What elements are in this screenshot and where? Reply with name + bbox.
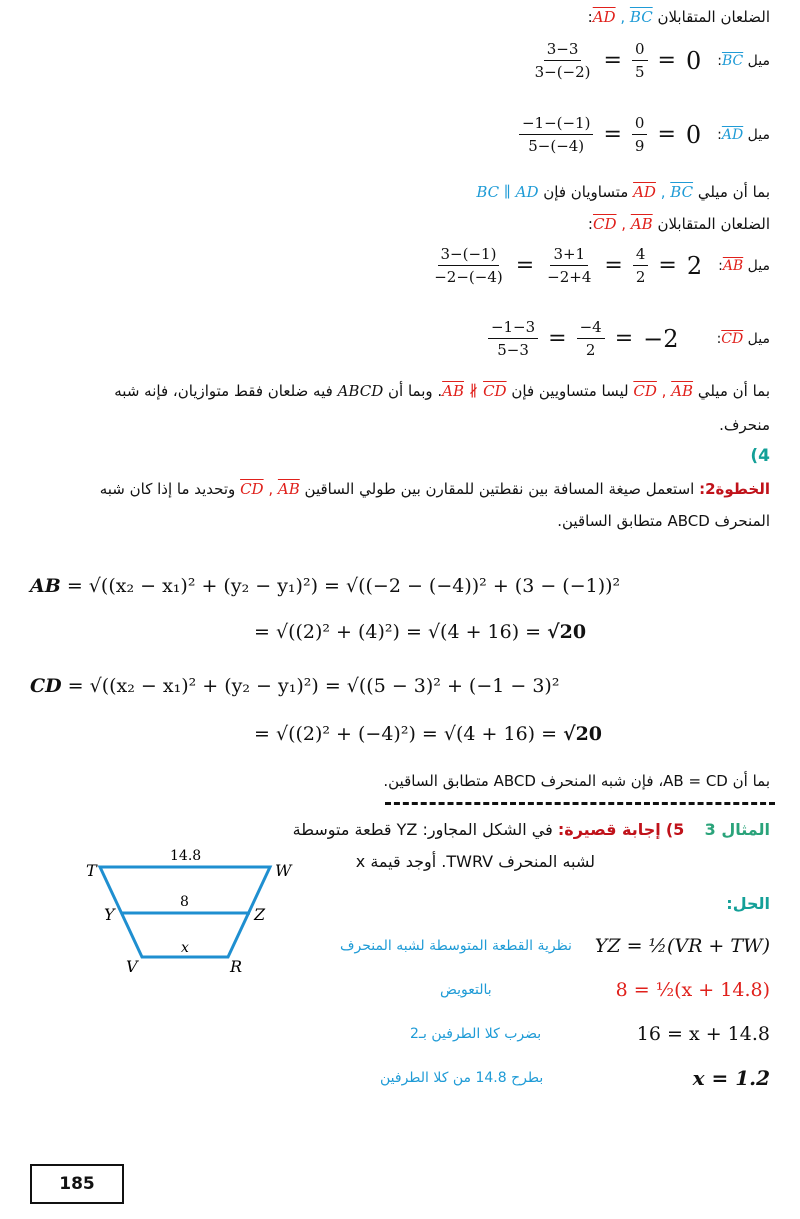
isosceles-conclusion: بما أن AB = CD، فإن شبه المنحرف ABCD متطابق الساقين. xyxy=(383,772,770,790)
example-title: المثال 3 xyxy=(704,820,770,839)
step2-line2: المنحرف ABCD متطابق الساقين. xyxy=(557,512,770,530)
dashed-divider xyxy=(385,802,775,805)
label-t: T xyxy=(86,861,97,880)
label-z: Z xyxy=(254,905,266,924)
step2-line1: الخطوة2: استعمل صيغة المسافة بين نقطتين للمقارن بين طولي الساقين CD , AB وتحديد ما إذا كان شبه xyxy=(99,480,770,498)
seg-ad: AD xyxy=(592,8,616,26)
slope-ad-label: ميل AD: xyxy=(717,126,770,143)
item-number-4: (4 xyxy=(750,446,770,466)
step-row: بالتعويض 8 = ½(x + 14.8) xyxy=(440,979,770,1001)
example-header: المثال 3 5) إجابة قصيرة: في الشكل المجاور: YZ قطعة متوسطة xyxy=(292,820,770,839)
conclusion-line2: منحرف. xyxy=(719,416,770,434)
example-text2: لشبه المنحرف TWRV. أوجد قيمة x xyxy=(355,852,595,871)
page-number: 185 xyxy=(30,1164,124,1204)
step-row: بطرح 14.8 من كلا الطرفين x = 1.2 xyxy=(380,1066,770,1090)
heading-bc-ad xyxy=(588,8,770,26)
cd-distance-line1: CD = √((x₂ − x₁)² + (y₂ − y₁)²) = √((5 − 3)² + (−1 − 3)² xyxy=(30,675,560,697)
slope-ab-result: 2 xyxy=(686,251,703,280)
parallel-result: BC ∥ AD xyxy=(476,183,539,201)
frac-bc-simplified: $\frac{0}{5}$ xyxy=(632,40,648,81)
example-type: إجابة قصيرة: xyxy=(557,820,661,839)
slope-ab-label: ميل AB: xyxy=(718,257,770,274)
colon: : xyxy=(587,8,593,26)
slope-cd-row xyxy=(488,318,770,359)
frac-ad: $\frac{-1-(-1)}{5-(-4)}$ xyxy=(519,114,594,155)
seg-bc: BC xyxy=(629,8,653,26)
slope-bc-label: ميل BC: xyxy=(717,52,770,69)
slope-cd-label: ميل CD: xyxy=(716,330,770,347)
heading-text: الضلعان المتقابلان xyxy=(657,8,770,26)
slope-bc-result: 0 xyxy=(685,46,702,75)
slope-ad-result: 0 xyxy=(685,120,702,149)
label-r: R xyxy=(230,957,243,976)
label-bottom-x: x xyxy=(181,940,189,956)
slope-ad-row xyxy=(519,114,770,155)
slope-bc-row xyxy=(532,40,770,81)
comma: , xyxy=(615,8,630,26)
label-v: V xyxy=(126,957,138,976)
solution-label: الحل: xyxy=(726,894,770,913)
slope-ad-eq: $\frac{-1-(-1)}{5-(-4)}$ = $\frac{0}{9}$ = 0 xyxy=(519,114,701,155)
slope-cd-result: −2 xyxy=(643,324,679,353)
conclusion-line1: بما أن ميلي CD , AB ليسا متساويين فإن $\overline{AB}$ ∦ $\overline{CD}$. وبما أن ABCD فيه ضلعان فقط متوازيان، فإنه شبه xyxy=(114,382,770,400)
cd-distance-line2: = √((2)² + (−4)²) = √(4 + 16) = √20 xyxy=(254,723,603,745)
slope-ab-row xyxy=(431,245,770,286)
label-top-length: 14.8 xyxy=(170,848,202,864)
label-w: W xyxy=(275,861,292,880)
step-row: نظرية القطعة المتوسطة لشبه المنحرف YZ = ½(VR + TW) xyxy=(340,935,770,957)
ab-distance-line2: = √((2)² + (4)²) = √(4 + 16) = √20 xyxy=(254,621,587,643)
frac-ad-simplified: $\frac{0}{9}$ xyxy=(632,114,648,155)
label-mid-length: 8 xyxy=(180,894,189,910)
step2-head: الخطوة2: xyxy=(699,480,770,498)
solution-steps xyxy=(340,924,770,1100)
parallel-statement: بما أن ميلي AD , BC متساويان فإن BC ∥ AD xyxy=(476,183,770,201)
slope-cd-eq: $\frac{-1-3}{5-3}$ = $\frac{-4}{2}$ = −2 xyxy=(488,318,679,359)
slope-ab-eq: $\frac{3-(-1)}{-2-(-4)}$ = $\frac{3+1}{-2+4}$ = $\frac{4}{2}$ = 2 xyxy=(434,245,703,286)
heading-ab-cd: الضلعان المتقابلان CD , AB: xyxy=(587,215,770,233)
ab-distance-line1: AB = √((x₂ − x₁)² + (y₂ − y₁)²) = √((−2 − (−4))² + (3 − (−1))² xyxy=(30,575,621,597)
slope-bc-eq: $\frac{3-3}{3-(-2)}$ = $\frac{0}{5}$ = 0 xyxy=(532,40,702,81)
frac-bc: $\frac{3-3}{3-(-2)}$ xyxy=(534,40,591,81)
step-row: بضرب كلا الطرفين بـ2 16 = x + 14.8 xyxy=(410,1023,770,1045)
label-y: Y xyxy=(104,905,115,924)
trapezoid-figure xyxy=(80,840,310,990)
